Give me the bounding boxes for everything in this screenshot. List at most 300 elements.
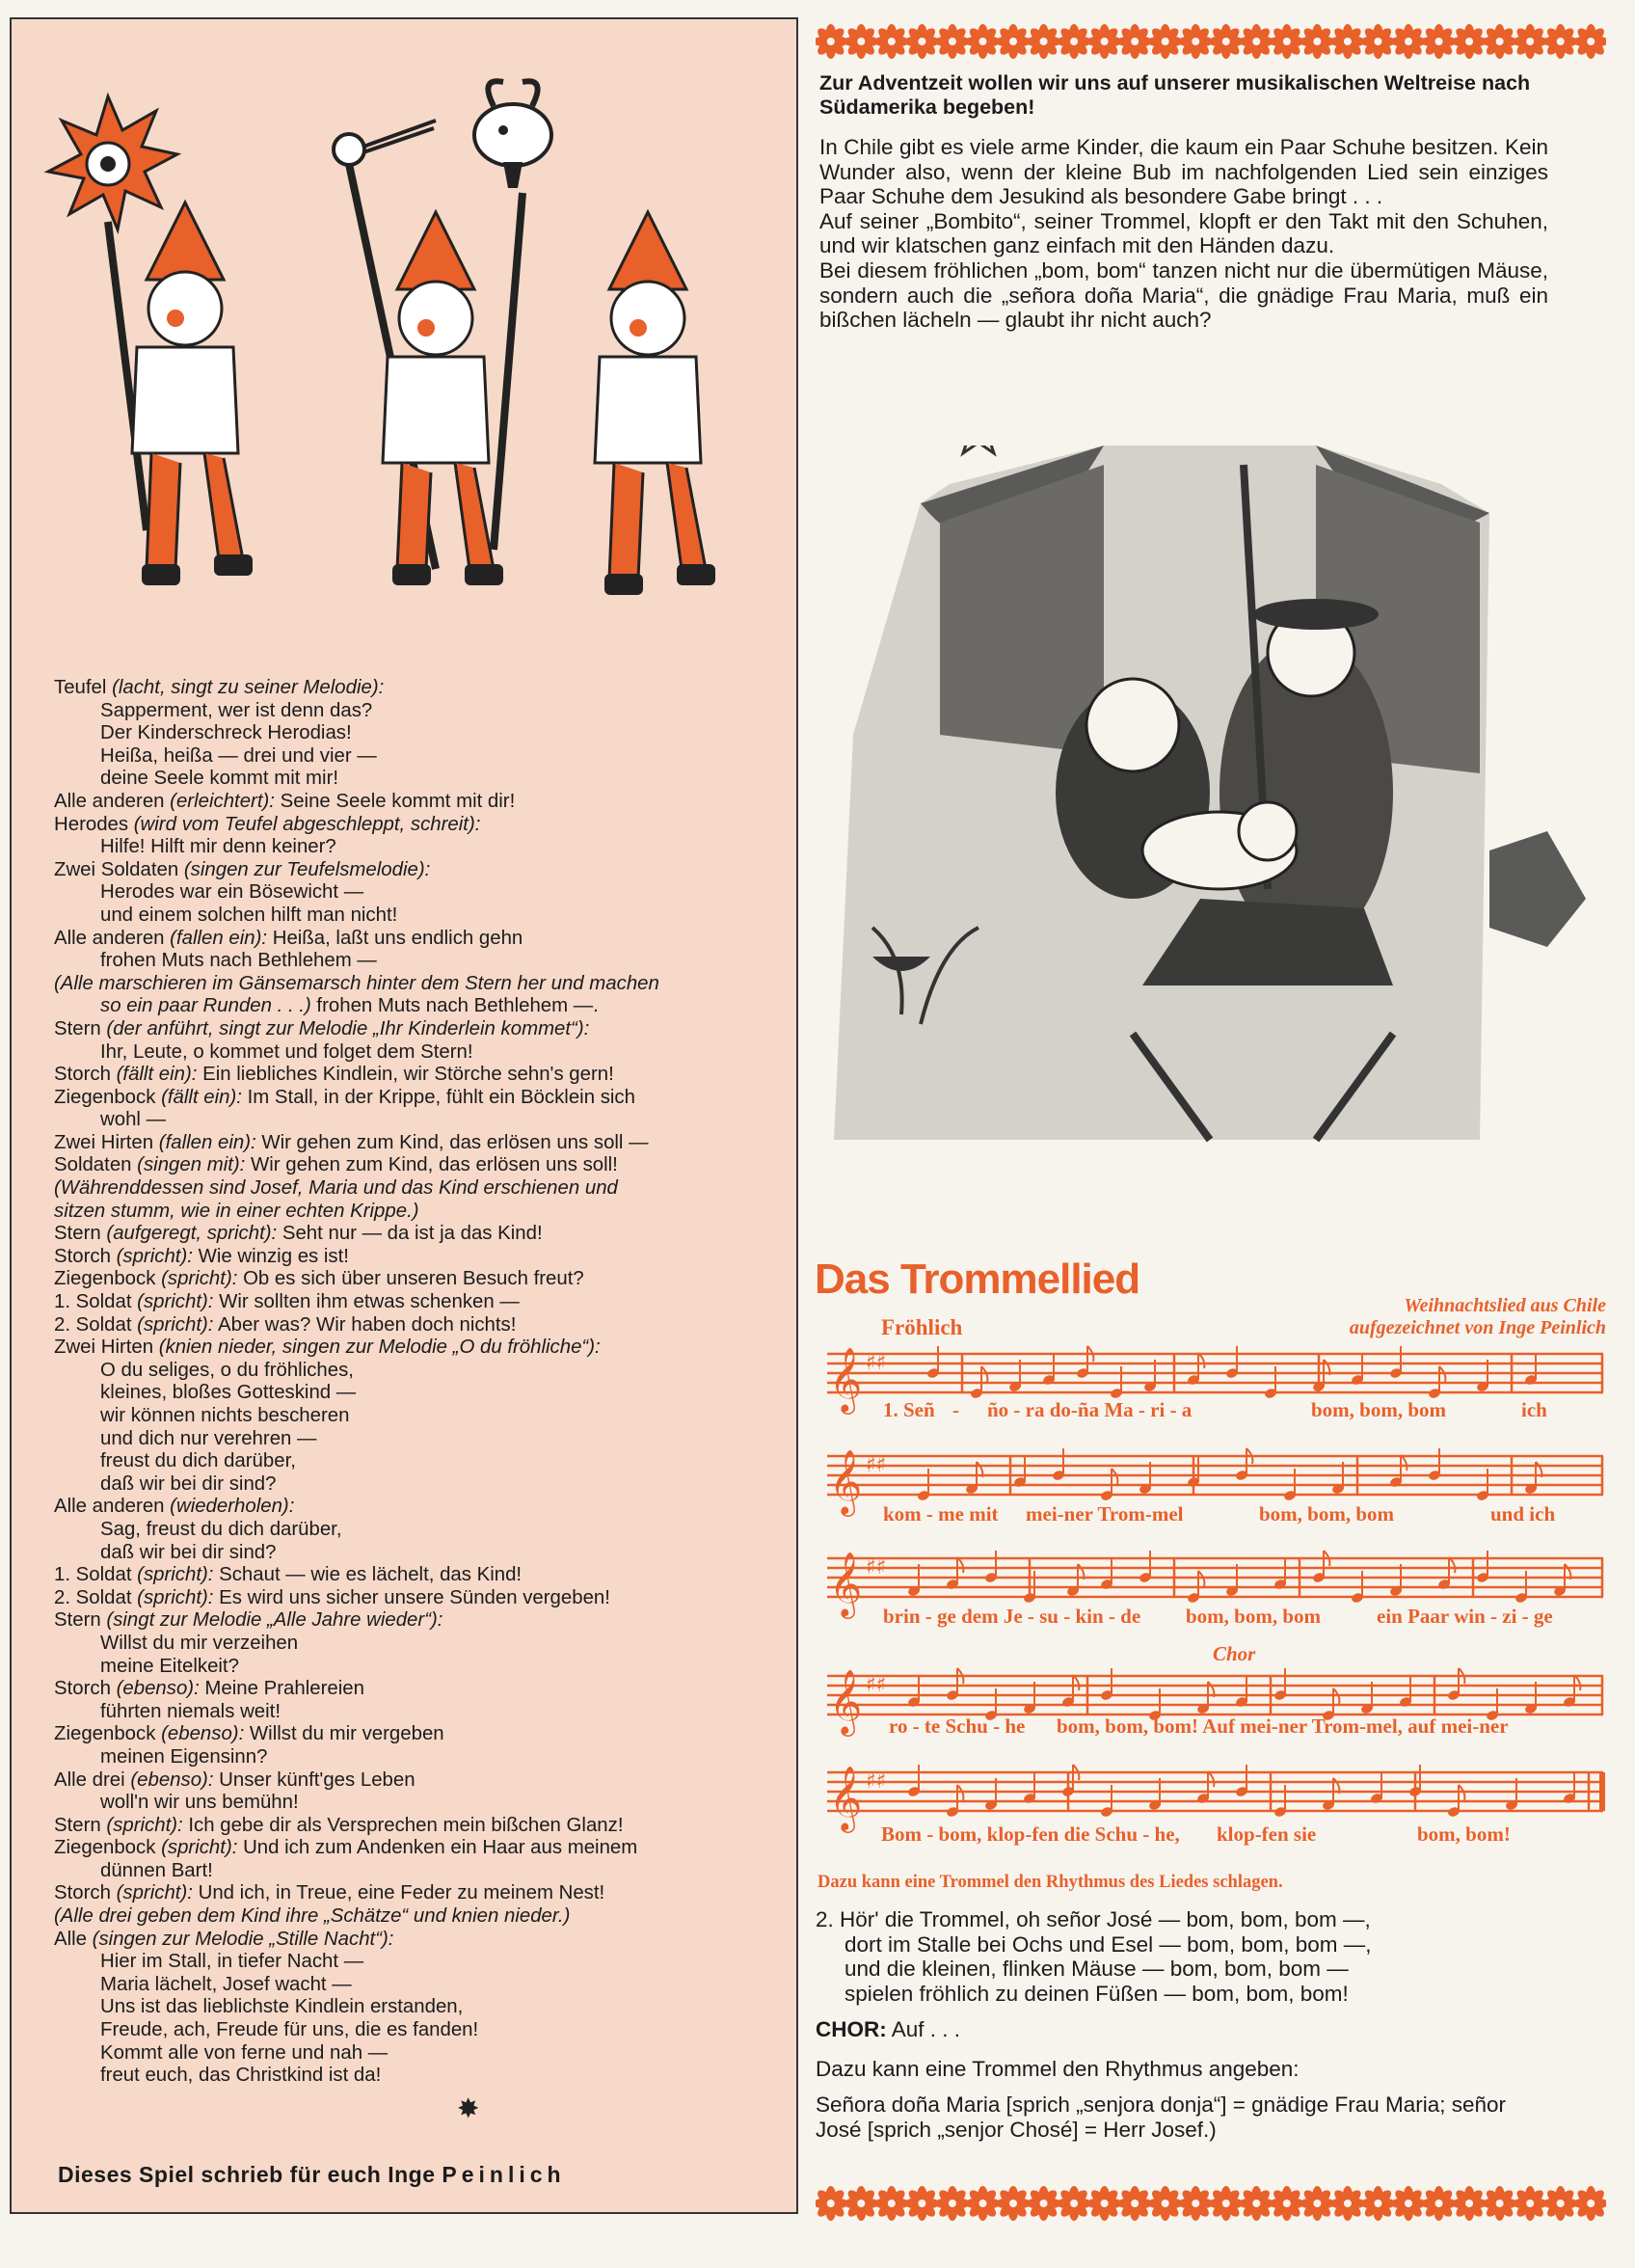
star-ornament: ✸ (457, 2093, 480, 2123)
lyric-line-3 (818, 1605, 1608, 1632)
stage-direction: (spricht): (137, 1586, 214, 1608)
flower-ornament (1057, 24, 1091, 59)
lyric-syllable: bom, bom, bom (1186, 1605, 1322, 1628)
intro-paragraph: In Chile gibt es viele arme Kinder, die kaum ein Paar Schuhe besitzen. Kein Wunder also, wenn der kleine Bub im nachfolgenden Lied sein einziges Paar Schuhe dem Jesukind als besondere Gabe bringt . . . (819, 135, 1548, 209)
script-line (54, 928, 796, 951)
flower-ornament (904, 24, 939, 59)
script-line (54, 1860, 796, 1883)
treble-clef-icon: 𝄞 (829, 1551, 863, 1616)
verse-line: 2. Hör' die Trommel, oh señor José — bom, bom, bom —, (816, 1907, 1371, 1931)
flower-ornament (1483, 2186, 1517, 2221)
flower-ornament (1270, 2186, 1304, 2221)
treble-clef-icon: 𝄞 (829, 1765, 863, 1830)
flower-border-top (816, 19, 1606, 64)
script-text: frohen Muts nach Bethlehem —. (310, 995, 599, 1017)
nativity-illustration (815, 446, 1605, 1176)
script-line (54, 1496, 796, 1519)
music-note (1524, 1353, 1538, 1386)
script-line (54, 1633, 796, 1656)
script-text: Maria lächelt, Josef wacht — (100, 1973, 352, 1995)
verse-line: dort im Stalle bei Ochs und Esel — bom, bom, bom —, (844, 1931, 1372, 1957)
key-signature: ♯♯ (866, 1769, 887, 1794)
verse-2 (816, 1907, 1568, 2006)
music-note (1042, 1353, 1056, 1386)
flower-ornament (1543, 2186, 1578, 2221)
script-line (54, 1223, 796, 1246)
stage-direction: (singen zur Teufelsmelodie): (183, 858, 431, 880)
lyric-line-1 (818, 1398, 1608, 1425)
music-note (946, 1557, 964, 1590)
play-script (54, 677, 796, 2088)
flower-ornament (1422, 2186, 1457, 2221)
script-text: Zwei Hirten (54, 1131, 159, 1153)
flower-ornament (1422, 24, 1457, 59)
flower-ornament (844, 24, 878, 59)
script-text: Seht nur — da ist ja das Kind! (277, 1223, 543, 1245)
stage-direction: (Alle drei geben dem Kind ihre „Schätze“ und knien nieder.) (54, 1905, 571, 1928)
script-text: Hier im Stall, in tiefer Nacht — (100, 1951, 364, 1973)
stage-direction: so ein paar Runden . . .) (100, 995, 311, 1017)
stage-direction: (ebenso): (116, 1678, 200, 1700)
script-line (54, 1018, 796, 1041)
script-text: Aber was? Wir haben doch nichts! (213, 1313, 517, 1336)
script-text: wir können nichts bescheren (100, 1405, 350, 1426)
music-note (1351, 1353, 1364, 1386)
script-line (54, 995, 796, 1018)
script-line (54, 1974, 796, 1997)
script-text: Wir gehen zum Kind, das erlösen uns soll — (255, 1131, 649, 1153)
script-text: Wie winzig es ist! (192, 1245, 349, 1267)
flower-ornament (1330, 2186, 1365, 2221)
flower-ornament (1513, 24, 1547, 59)
song-origin: Weihnachtslied aus Chile (1404, 1295, 1606, 1316)
flower-ornament (844, 2186, 878, 2221)
script-text: Soldaten (54, 1154, 138, 1176)
stage-direction: (erleichtert): (170, 790, 275, 812)
flower-ornament (935, 24, 970, 59)
flower-ornament (1513, 2186, 1547, 2221)
script-text: wohl — (100, 1109, 166, 1131)
chor-label: Chor (1213, 1642, 1256, 1665)
script-line (54, 859, 796, 882)
script-text: Ob es sich über unseren Besuch freut? (237, 1268, 584, 1290)
flower-ornament (1239, 24, 1273, 59)
script-line (54, 722, 796, 745)
script-text: Heißa, heißa — drei und vier — (100, 744, 377, 767)
script-line (54, 1360, 796, 1383)
script-text: führten niemals weit! (100, 1700, 281, 1722)
script-text: Storch (54, 1245, 117, 1267)
script-text: 1. Soldat (54, 1564, 138, 1586)
left-panel (10, 17, 798, 2214)
script-line (54, 677, 796, 700)
lyric-syllable: ro - te Schu - he (889, 1714, 1026, 1738)
script-text: Im Stall, in der Krippe, fühlt ein Böcklein sich (241, 1086, 635, 1108)
intro-paragraph: Bei diesem fröhlichen „bom, bom“ tanzen nicht nur die übermütigen Mäuse, sondern auch die „señora doña Maria“, die gnädige Frau Maria, muß ein bißchen lächeln — glaubt ihr nicht auch? (819, 257, 1548, 333)
music-note (1100, 1557, 1113, 1590)
script-line (54, 1291, 796, 1314)
stage-direction: (spricht): (161, 1268, 238, 1290)
flower-ornament (1178, 2186, 1213, 2221)
lyric-line-2 (818, 1502, 1608, 1529)
script-line (54, 745, 796, 769)
script-text: Heißa, laßt uns endlich gehn (267, 927, 523, 949)
music-note (1023, 1771, 1036, 1804)
script-text: Sag, freust du dich darüber, (100, 1518, 342, 1540)
music-note (1235, 1675, 1248, 1708)
script-text: Alle drei (54, 1768, 131, 1791)
script-text: Willst du mir verzeihen (100, 1632, 299, 1654)
script-line (54, 1815, 796, 1838)
script-text: Uns ist das lieblichste Kindlein erstanden, (100, 1996, 464, 2018)
lyric-line-5 (818, 1822, 1608, 1850)
script-line (54, 1723, 796, 1746)
script-text: Herodes (54, 813, 134, 835)
script-text: O du seliges, o du fröhliches, (100, 1359, 354, 1381)
script-line (54, 881, 796, 904)
music-note (1437, 1557, 1456, 1590)
script-line (54, 1542, 796, 1565)
stage-direction: (fällt ein): (161, 1086, 242, 1108)
script-text: Stern (54, 1017, 107, 1040)
script-text: Der Kinderschreck Herodias! (100, 722, 352, 744)
script-line (54, 1792, 796, 1815)
verse-line: spielen fröhlich zu deinen Füßen — bom, bom, bom! (844, 1981, 1349, 2006)
treble-clef-icon: 𝄞 (829, 1668, 863, 1734)
stage-direction: (Alle marschieren im Gänsemarsch hinter dem Stern her und machen (54, 972, 659, 994)
star-figure-prop (48, 96, 177, 230)
stage-direction: (singen zur Melodie „Stille Nacht“): (92, 1928, 394, 1950)
flower-ornament (1027, 24, 1061, 59)
flower-ornament (935, 2186, 970, 2221)
stage-direction: (der anführt, singt zur Melodie „Ihr Kinderlein kommet“): (106, 1017, 590, 1040)
script-text: Und ich zum Andenken ein Haar aus meinem (237, 1837, 638, 1859)
script-line (54, 1041, 796, 1065)
script-text: Willst du mir vergeben (244, 1723, 444, 1745)
stage-direction: (wiederholen): (170, 1496, 295, 1518)
script-text: Wir sollten ihm etwas schenken — (213, 1291, 520, 1313)
flower-ornament (1483, 24, 1517, 59)
script-text: Alle anderen (54, 927, 171, 949)
flower-ornament (874, 2186, 909, 2221)
lyric-syllable: kom - me mit (883, 1502, 999, 1526)
lyric-syllable: ich (1521, 1398, 1547, 1421)
script-text: Storch (54, 1678, 117, 1700)
script-text: dünnen Bart! (100, 1859, 213, 1881)
stage-direction: (lacht, singt zu seiner Melodie): (112, 677, 385, 698)
stage-direction: (fällt ein): (116, 1064, 198, 1086)
music-note (1273, 1557, 1287, 1590)
script-line (54, 1905, 796, 1929)
script-line (54, 1450, 796, 1473)
flower-ornament (1543, 24, 1578, 59)
stage-direction: (Währenddessen sind Josef, Maria und das Kind erschienen und (54, 1177, 618, 1200)
flower-ornament (1209, 24, 1244, 59)
flower-ornament (1178, 24, 1213, 59)
music-note (1196, 1771, 1215, 1804)
music-note (1563, 1675, 1581, 1708)
flower-ornament (1391, 2186, 1426, 2221)
flower-ornament (1239, 2186, 1273, 2221)
lyric-syllable: bom, bom! (1417, 1822, 1511, 1846)
script-line (54, 2042, 796, 2066)
lyric-syllable: klop-fen sie (1217, 1822, 1317, 1846)
script-line (54, 904, 796, 928)
script-text: Stern (54, 1609, 107, 1632)
script-line (54, 1701, 796, 1724)
song-credit: aufgezeichnet von Inge Peinlich (1349, 1317, 1606, 1338)
script-line (54, 1951, 796, 1974)
script-line (54, 1201, 796, 1224)
flower-ornament (965, 2186, 1000, 2221)
script-text: 2. Soldat (54, 1586, 138, 1608)
intro-text (819, 135, 1548, 333)
script-text: Ziegenbock (54, 1837, 162, 1859)
flower-ornament (996, 2186, 1031, 2221)
script-text: Storch (54, 1064, 117, 1086)
script-text: 2. Soldat (54, 1313, 138, 1336)
script-line (54, 1246, 796, 1269)
stage-direction: (ebenso): (161, 1723, 245, 1745)
script-line (54, 836, 796, 859)
flower-ornament (1452, 24, 1487, 59)
verse-line: und die kleinen, flinken Mäuse — bom, bom, bom — (844, 1957, 1349, 1982)
lyric-syllable: und ich (1490, 1502, 1556, 1526)
script-text: kleines, bloßes Gotteskind — (100, 1382, 357, 1404)
script-line (54, 1314, 796, 1337)
script-line (54, 1519, 796, 1542)
script-line (54, 1064, 796, 1087)
script-text: freust du dich darüber, (100, 1450, 296, 1472)
script-text: Ein liebliches Kindlein, wir Störche sehn's gern! (197, 1064, 614, 1086)
flower-ornament (816, 24, 848, 59)
music-note (1187, 1353, 1205, 1386)
script-text: Stern (54, 1814, 107, 1836)
kid-2 (383, 212, 503, 585)
stage-direction: (singt zur Melodie „Alle Jahre wieder“): (106, 1609, 443, 1632)
lyric-syllable: 1. Señ (883, 1398, 935, 1421)
flower-ornament (1573, 24, 1606, 59)
stage-direction: (fallen ein): (158, 1131, 256, 1153)
music-note (1389, 1455, 1407, 1488)
script-text: Zwei Soldaten (54, 858, 184, 880)
flower-ornament (874, 24, 909, 59)
script-line (54, 1609, 796, 1633)
script-line (54, 1177, 796, 1201)
stage-direction: (fallen ein): (170, 927, 268, 949)
script-line (54, 973, 796, 996)
lyric-syllable: Bom - bom, klop-fen die Schu - he, (881, 1822, 1180, 1846)
script-line (54, 791, 796, 814)
drum-text: Dazu kann eine Trommel den Rhythmus angeben: (816, 2057, 1300, 2081)
script-line (54, 1154, 796, 1177)
script-text: freut euch, das Christkind ist da! (100, 2065, 382, 2087)
stage-direction: (spricht): (106, 1814, 183, 1836)
script-line (54, 1769, 796, 1793)
script-text: Kommt alle von ferne und nah — (100, 2041, 389, 2064)
script-text: Ich gebe dir als Versprechen mein bißchen Glanz! (182, 1814, 624, 1836)
script-line (54, 1929, 796, 1952)
flower-ornament (1270, 24, 1304, 59)
script-text: Ziegenbock (54, 1723, 162, 1745)
treble-clef-icon: 𝄞 (829, 1346, 863, 1412)
flower-ornament (1117, 24, 1152, 59)
script-text: Herodes war ein Bösewicht — (100, 881, 364, 904)
flower-ornament (1057, 2186, 1091, 2221)
flower-ornament (904, 2186, 939, 2221)
script-text: Storch (54, 1882, 117, 1904)
script-text: Ziegenbock (54, 1086, 162, 1108)
script-text: 1. Soldat (54, 1291, 138, 1313)
star-singers-illustration (31, 48, 744, 646)
script-line (54, 1996, 796, 2019)
key-signature: ♯♯ (866, 1673, 887, 1697)
script-line (54, 1746, 796, 1769)
script-text: Unser künft'ges Leben (213, 1768, 415, 1791)
script-text: daß wir bei dir sind? (100, 1472, 277, 1495)
flower-ornament (1573, 2186, 1606, 2221)
flower-ornament (1452, 2186, 1487, 2221)
stage-direction: (spricht): (137, 1564, 214, 1586)
lyric-syllable: ein Paar win - zi - ge (1377, 1605, 1553, 1628)
script-line (54, 1678, 796, 1701)
intro-heading: Zur Adventzeit wollen wir uns auf unserer musikalischen Weltreise nach Südamerika begeben! (819, 71, 1531, 119)
stage-direction: (spricht): (116, 1882, 193, 1904)
key-signature: ♯♯ (866, 1453, 887, 1477)
script-line (54, 1587, 796, 1610)
stage-direction: (knien nieder, singen zur Melodie „O du fröhliche“): (158, 1336, 601, 1359)
script-line (54, 1382, 796, 1405)
script-text: frohen Muts nach Bethlehem — (100, 950, 377, 972)
author-credit: Dieses Spiel schrieb für euch Inge Peinlich (58, 2162, 566, 2187)
script-line (54, 768, 796, 791)
intro-paragraph: Auf seiner „Bombito“, seiner Trommel, klopft er den Takt mit den Schuhen, und wir klatschen ganz einfach mit den Händen dazu. (819, 208, 1548, 258)
flower-ornament (996, 24, 1031, 59)
script-text: und einem solchen hilft man nicht! (100, 904, 398, 926)
script-text: Teufel (54, 677, 113, 698)
chor-bold: CHOR: (816, 2017, 887, 2041)
flower-ornament (1148, 2186, 1183, 2221)
music-note (1061, 1675, 1080, 1708)
script-line (54, 1405, 796, 1428)
script-text: Ihr, Leute, o kommet und folget dem Stern! (100, 1040, 473, 1063)
script-text: Seine Seele kommt mit dir! (274, 790, 516, 812)
treble-clef-icon: 𝄞 (829, 1448, 863, 1514)
chor-line (816, 2017, 960, 2042)
music-note (907, 1675, 921, 1708)
music-note (1399, 1675, 1412, 1708)
stage-direction: (wird vom Teufel abgeschleppt, schreit): (133, 813, 481, 835)
script-text: daß wir bei dir sind? (100, 1541, 277, 1563)
stage-direction: (aufgeregt, spricht): (106, 1223, 278, 1245)
script-text: Meine Prahlereien (199, 1678, 364, 1700)
script-line (54, 950, 796, 973)
script-line (54, 2065, 796, 2088)
flower-ornament (1209, 2186, 1244, 2221)
stage-direction: sitzen stumm, wie in einer echten Krippe.) (54, 1200, 419, 1222)
script-line (54, 2019, 796, 2042)
script-text: Stern (54, 1223, 107, 1245)
script-line (54, 1564, 796, 1587)
script-text: Wir gehen zum Kind, das erlösen uns soll! (245, 1154, 618, 1176)
script-text: Freude, ach, Freude für uns, die es fanden! (100, 2019, 479, 2041)
stage-direction: (singen mit): (137, 1154, 246, 1176)
flower-ornament (965, 24, 1000, 59)
flower-ornament (816, 2186, 848, 2221)
script-line (54, 1268, 796, 1291)
song-title: Das Trommellied (815, 1256, 1140, 1303)
script-text: Alle (54, 1928, 93, 1950)
lyric-syllable: brin - ge dem Je - su - kin - de (883, 1605, 1141, 1628)
lyric-syllable: bom, bom, bom (1311, 1398, 1447, 1421)
script-text: Sapperment, wer ist denn das? (100, 699, 373, 721)
script-line (54, 1336, 796, 1360)
script-text: deine Seele kommt mit mir! (100, 768, 339, 790)
chor-rest: Auf . . . (886, 2017, 961, 2041)
script-text: woll'n wir uns bemühn! (100, 1792, 299, 1814)
script-text: Ziegenbock (54, 1268, 162, 1290)
flower-ornament (1391, 24, 1426, 59)
script-text: Hilfe! Hilft mir denn keiner? (100, 836, 336, 858)
flower-ornament (1087, 2186, 1122, 2221)
flower-ornament (1148, 24, 1183, 59)
tempo-marking: Fröhlich (881, 1315, 963, 1339)
script-text: Alle anderen (54, 790, 171, 812)
script-text: Schaut — wie es lächelt, das Kind! (213, 1564, 523, 1586)
kid-3 (595, 212, 715, 595)
lyric-syllable: bom, bom, bom (1259, 1502, 1395, 1526)
drum-note: Dazu kann eine Trommel den Rhythmus des Liedes schlagen. (818, 1873, 1283, 1892)
script-line (54, 814, 796, 837)
script-text: meinen Eigensinn? (100, 1745, 268, 1768)
stage-direction: (spricht): (161, 1837, 238, 1859)
flower-ornament (1360, 2186, 1395, 2221)
key-signature: ♯♯ (866, 1555, 887, 1580)
script-line (54, 1882, 796, 1905)
script-line (54, 1132, 796, 1155)
script-line (54, 1087, 796, 1110)
flower-ornament (1300, 2186, 1334, 2221)
flower-ornament (1330, 24, 1365, 59)
script-text: Es wird uns sicher unsere Sünden vergeben! (213, 1586, 610, 1608)
script-line (54, 1656, 796, 1679)
stage-direction: (spricht): (137, 1291, 214, 1313)
music-note (1013, 1455, 1027, 1488)
script-text: Und ich, in Treue, eine Feder zu meinem Nest! (192, 1882, 605, 1904)
stage-direction: (ebenso): (130, 1768, 214, 1791)
stage-direction: (spricht): (137, 1313, 214, 1336)
script-text: Alle anderen (54, 1496, 171, 1518)
lyric-line-4 (818, 1714, 1608, 1742)
lyric-syllable: - (952, 1398, 959, 1421)
script-line (54, 1837, 796, 1860)
flower-ornament (1087, 24, 1122, 59)
kid-1 (132, 202, 253, 585)
flower-ornament (1117, 2186, 1152, 2221)
script-text: meine Eitelkeit? (100, 1655, 239, 1677)
flower-ornament (1027, 2186, 1061, 2221)
script-line (54, 1428, 796, 1451)
script-text: Zwei Hirten (54, 1336, 159, 1359)
flower-border-bottom (816, 2181, 1606, 2226)
flower-ornament (1300, 24, 1334, 59)
script-line (54, 1109, 796, 1132)
song-subtitle (1249, 1295, 1606, 1339)
pronunciation-gloss: Señora doña Maria [sprich „senjora donja“] = gnädige Frau Maria; señor José [sprich „senjor Chosé] = Herr Josef.) (816, 2092, 1507, 2142)
lyric-syllable: mei-ner Trom-mel (1026, 1502, 1184, 1526)
script-line (54, 700, 796, 723)
music-note (1370, 1771, 1383, 1804)
